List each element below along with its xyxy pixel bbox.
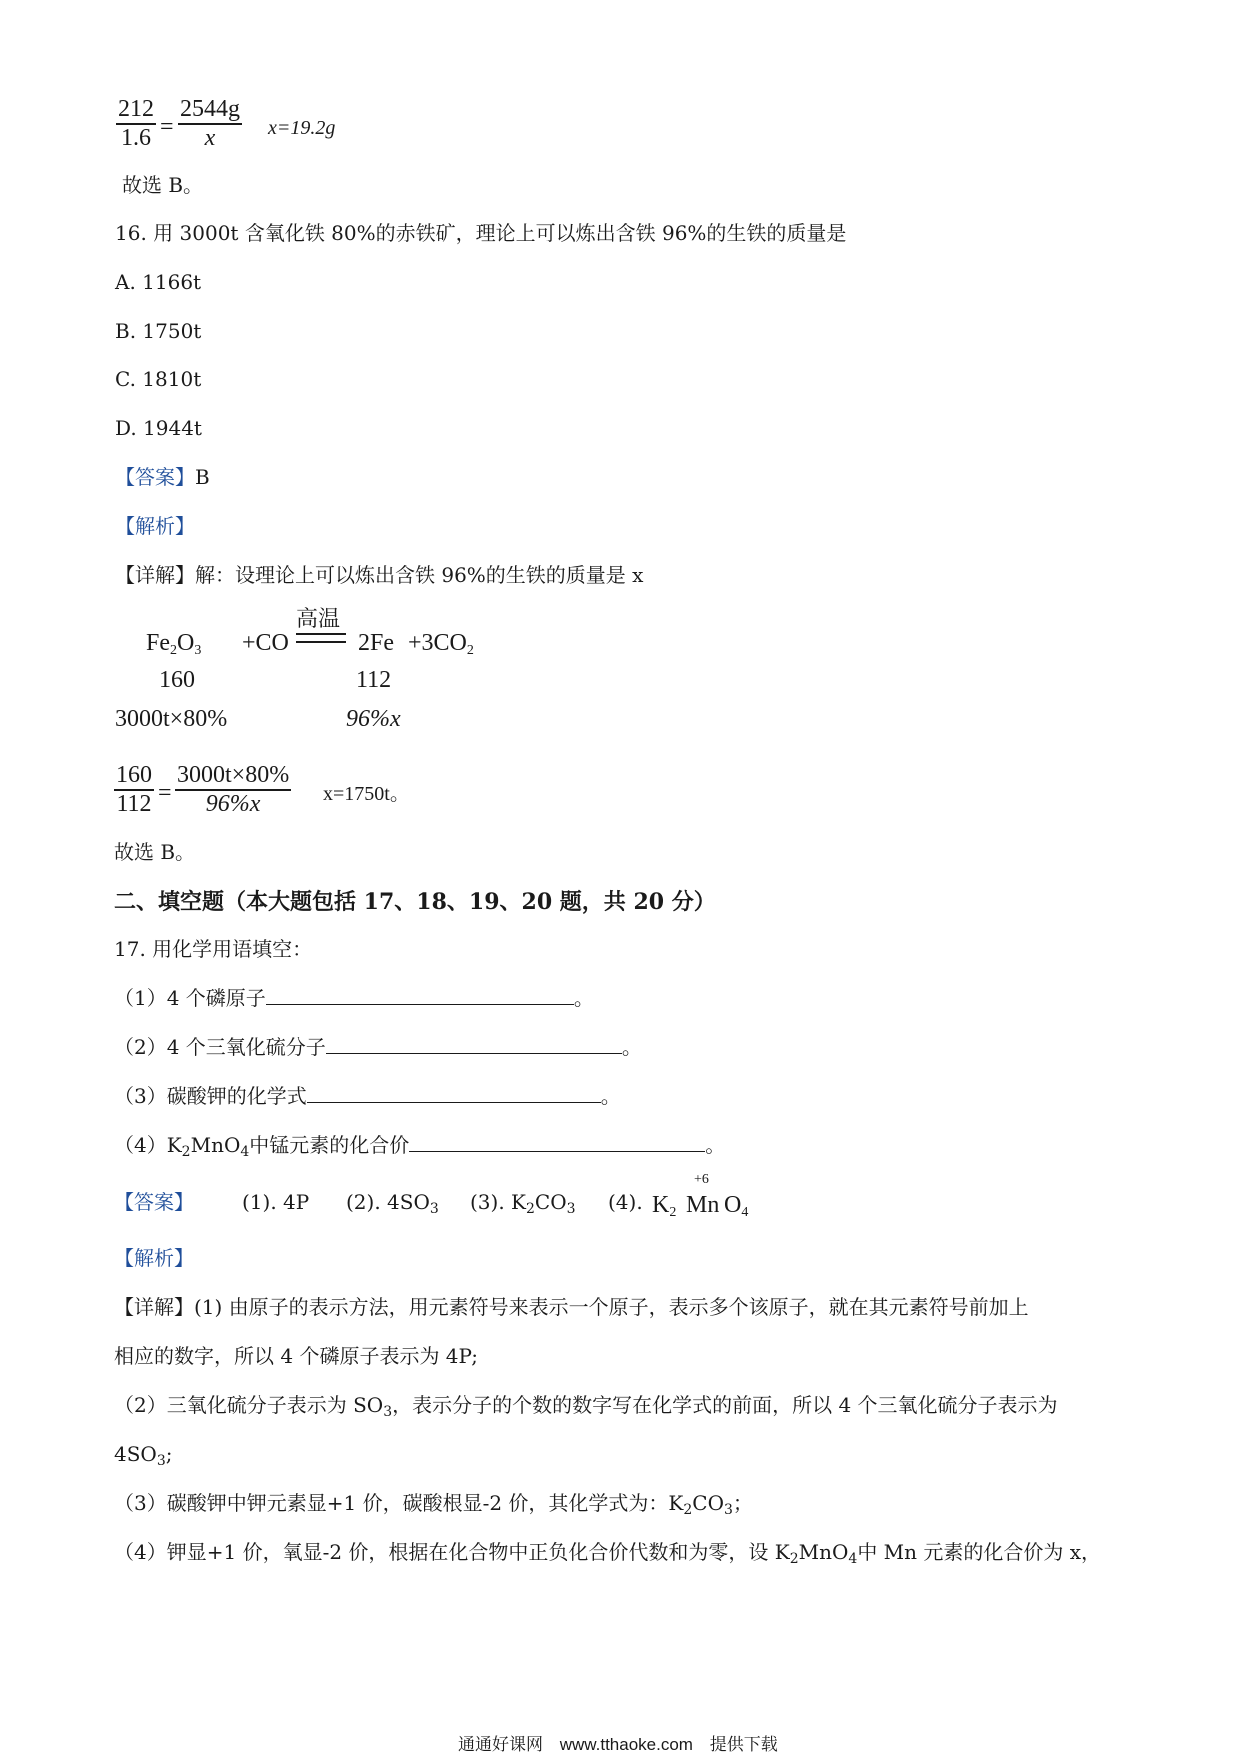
section-heading: 二、填空题（本大题包括 17、18、19、20 题，共 20 分） <box>114 889 716 915</box>
subscript: 3 <box>566 1201 576 1217</box>
fe-symbol: Fe <box>146 630 170 656</box>
unknown-mass: 96%x <box>346 706 401 732</box>
q16-choose: 故选 B。 <box>114 840 196 864</box>
given-mass: 3000t×80% <box>115 706 228 732</box>
item-end: 。 <box>621 1035 642 1059</box>
fraction-left-1 <box>116 96 156 152</box>
detail-text: （4）钾显+1 价，氧显-2 价，根据在化合物中正负化合价代数和为零，设 K <box>114 1540 790 1564</box>
detail-text: (1) 由原子的表示方法，用元素符号来表示一个原子，表示多个该原子，就在其元素符号前加上 <box>194 1295 1029 1319</box>
q17-answer-2 <box>346 1188 439 1223</box>
detail-text: CO <box>692 1491 724 1515</box>
mass-112: 112 <box>356 667 392 693</box>
q17-stem: 17. 用化学用语填空： <box>114 937 313 961</box>
item-mn: MnO <box>190 1133 241 1157</box>
subscript: 2 <box>466 643 474 658</box>
item-end: 。 <box>705 1133 726 1157</box>
detail-text: （3）碳酸钾中钾元素显+1 价，碳酸根显-2 价，其化学式为：K <box>114 1491 684 1515</box>
item-end: 。 <box>573 986 594 1010</box>
q17-answer-4-charge: +6 <box>694 1172 709 1187</box>
q17-answer-3 <box>470 1188 576 1223</box>
item-end: 。 <box>600 1084 621 1108</box>
q17-answer-label: 【答案】 <box>114 1190 194 1214</box>
fraction-right-1 <box>178 96 242 152</box>
subscript: 4 <box>741 1205 749 1220</box>
numerator: 3000t×80% <box>177 762 290 788</box>
q17-item-1 <box>114 984 594 1012</box>
item-text: （1）4 个磷原子 <box>114 986 266 1010</box>
page-footer <box>458 1730 778 1755</box>
detail-text: MnO <box>798 1540 849 1564</box>
q17-answer-4-mn: Mn <box>686 1192 720 1218</box>
denominator: 96%x <box>205 791 261 817</box>
subscript: 2 <box>170 643 177 658</box>
subscript: 3 <box>723 1502 733 1518</box>
q16-stem: 16. 用 3000t 含氧化铁 80%的赤铁矿，理论上可以炼出含铁 96%的生铁的质量是 <box>115 221 847 245</box>
product-fe: 2Fe <box>358 630 394 656</box>
answer-label: 【答案】 <box>115 465 195 489</box>
answer-base: (2). 4SO <box>346 1190 430 1214</box>
subscript: 3 <box>194 643 202 658</box>
equals-sign: = <box>160 114 174 140</box>
q16-option-b: B. 1750t <box>115 319 202 343</box>
footer-url-link[interactable]: www.tthaoke.com <box>559 1735 693 1754</box>
q16-option-a: A. 1166t <box>115 270 202 294</box>
q17-answer-4-label: (4). <box>608 1190 643 1214</box>
detail-text: 4SO <box>114 1442 157 1466</box>
answer-mid: CO <box>534 1190 567 1214</box>
subscript: 3 <box>429 1201 439 1217</box>
footer-suffix: 提供下载 <box>709 1735 778 1754</box>
subscript: 4 <box>240 1144 250 1160</box>
calc2-result: x=1750t。 <box>323 783 410 805</box>
reaction-double-line <box>296 633 346 643</box>
q16-option-c: C. 1810t <box>115 367 202 391</box>
co-symbol: +3CO <box>408 630 467 656</box>
q17-detail-1-line-2: 相应的数字，所以 4 个磷原子表示为 4P; <box>114 1344 479 1368</box>
subscript: 3 <box>383 1404 393 1420</box>
equals-sign: = <box>158 780 172 806</box>
subscript: 2 <box>181 1144 191 1160</box>
denominator: 112 <box>116 791 152 817</box>
answer-base: (3). K <box>470 1190 526 1214</box>
q17-item-3 <box>114 1082 621 1110</box>
detail-text: （2）三氧化硫分子表示为 SO <box>114 1393 384 1417</box>
item-text: （3）碳酸钾的化学式 <box>114 1084 307 1108</box>
subscript: 3 <box>156 1453 166 1469</box>
subscript: 2 <box>669 1205 677 1220</box>
k-symbol: K <box>652 1192 670 1218</box>
q17-detail-1-line-1 <box>114 1293 1029 1321</box>
answer-blank <box>307 1082 601 1103</box>
q16-analysis-label: 【解析】 <box>115 514 195 538</box>
detail-label: 【详解】 <box>114 1295 194 1319</box>
q17-analysis-label: 【解析】 <box>114 1246 194 1270</box>
subscript: 4 <box>848 1551 858 1567</box>
reactant-co: +CO <box>242 630 289 656</box>
denominator: x <box>204 125 216 151</box>
numerator: 212 <box>118 96 154 122</box>
subscript: 2 <box>526 1201 535 1217</box>
product-co2 <box>408 630 474 659</box>
numerator: 160 <box>116 762 152 788</box>
q17-answer-1: (1). 4P <box>242 1190 310 1214</box>
q17-item-2 <box>114 1033 642 1061</box>
q17-detail-2-line-2 <box>114 1440 173 1475</box>
q17-answer-4-o <box>724 1192 748 1221</box>
denominator: 1.6 <box>121 125 151 151</box>
detail-text: ； <box>732 1491 753 1515</box>
item-text: （2）4 个三氧化硫分子 <box>114 1035 326 1059</box>
reaction-condition: 高温 <box>296 607 341 632</box>
q17-answer-4-k <box>652 1192 676 1221</box>
item-text: 中锰元素的化合价 <box>249 1133 410 1157</box>
detail-text: 中 Mn 元素的化合价为 x， <box>857 1540 1102 1564</box>
o-symbol: O <box>724 1192 742 1218</box>
q16-option-d: D. 1944t <box>115 416 202 440</box>
fraction-right-2 <box>175 762 291 818</box>
calc1-choose: 故选 B。 <box>122 173 204 197</box>
answer-blank <box>266 984 574 1005</box>
q17-detail-2-line-1 <box>114 1391 1058 1426</box>
answer-blank <box>409 1131 705 1152</box>
mass-160: 160 <box>159 667 195 693</box>
q17-detail-4 <box>114 1538 1101 1573</box>
q17-detail-3 <box>114 1489 753 1524</box>
item-k: （4）K <box>114 1133 182 1157</box>
o-symbol: O <box>177 630 195 656</box>
reactant-fe2o3 <box>146 630 201 659</box>
footer-site-name: 通通好课网 <box>458 1735 543 1754</box>
calc1-result: x=19.2g <box>268 117 336 139</box>
fraction-left-2 <box>114 762 154 818</box>
answer-value: B <box>195 465 210 489</box>
detail-text: ，表示分子的个数的数字写在化学式的前面，所以 4 个三氧化硫分子表示为 <box>392 1393 1058 1417</box>
numerator: 2544g <box>180 96 240 122</box>
answer-blank <box>326 1033 622 1054</box>
detail-text: ; <box>165 1442 173 1466</box>
subscript: 2 <box>683 1502 693 1518</box>
q17-item-4 <box>114 1131 725 1166</box>
q16-answer <box>115 463 210 491</box>
q16-detail: 【详解】解：设理论上可以炼出含铁 96%的生铁的质量是 x <box>115 563 644 587</box>
subscript: 2 <box>789 1551 799 1567</box>
